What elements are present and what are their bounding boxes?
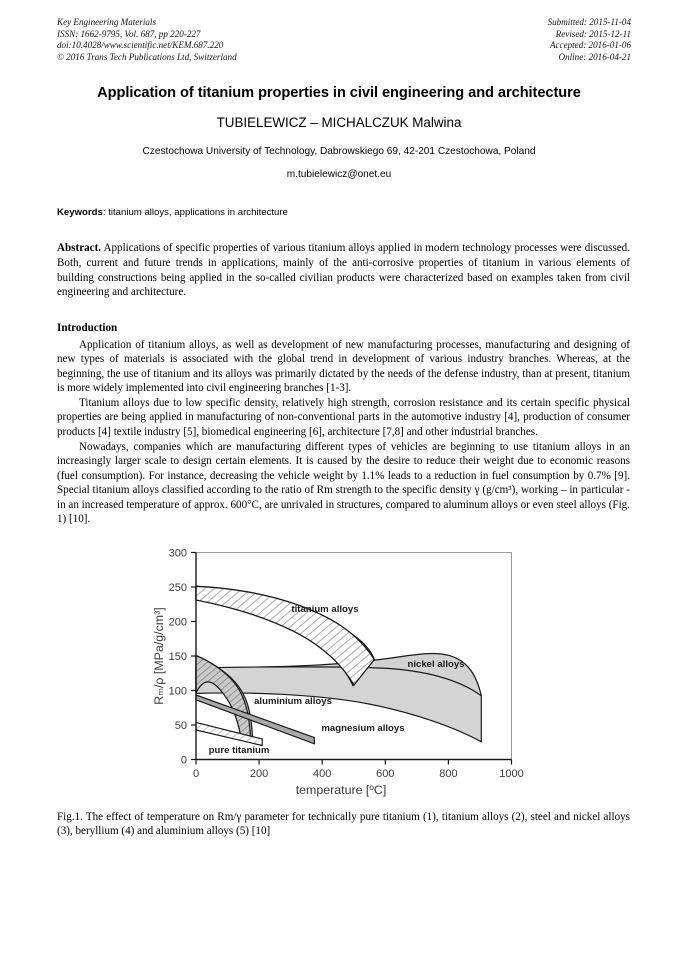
x-tick-600: 600 — [376, 767, 395, 780]
page-title: Application of titanium properties in civil engineering and architecture — [97, 85, 581, 102]
y-tick-50: 50 — [174, 719, 187, 732]
author-list: TUBIELEWICZ – MICHALCZUK Malwina — [216, 115, 462, 131]
figure-1-caption: Fig.1. The effect of temperature on Rm/γ parameter for technically pure titanium (1), titanium alloys (2), steel and nickel alloys (3), beryllium (4) and aluminium alloys (5) [10] — [57, 810, 630, 838]
masthead-right-block — [548, 17, 631, 63]
keywords-value: : titanium alloys, applications in architecture — [102, 207, 288, 219]
x-axis-tick-labels — [193, 768, 524, 780]
x-axis-ticks — [196, 759, 512, 764]
y-axis-title: Rₘ/ρ [MPa/g/cm³] — [152, 607, 166, 705]
paragraph-1: Application of titanium alloys, as well as development of new manufacturing processes, manufacturing and designing of new types of materials is associated with the global trend in development of various industry branches. Whereas, at the beginning, the use of titanium and its alloys was primarily dictated by the needs of the defense industry, than at present, titanium is more widely implemented into civil engineering branches [1-3]. — [57, 338, 630, 395]
paragraph-2: Titanium alloys due to low specific density, relatively high strength, corrosion resistance and its certain specific physical properties are being applied in manufacturing of non-conventional parts in the automotive industry [4], production of consumer products [4] textile industry [5], biomedical engineering [6], architecture [7,8] and other industrial branches. — [57, 396, 630, 439]
series-label-pure-titanium: pure titanium — [208, 744, 270, 756]
x-axis-title: temperature [ºC] — [295, 782, 387, 797]
section-heading-introduction: Introduction — [57, 321, 118, 334]
y-tick-100: 100 — [168, 685, 187, 698]
y-axis-tick-labels — [169, 547, 187, 766]
author-email: m.tubielewicz@onet.eu — [286, 169, 392, 181]
x-tick-400: 400 — [313, 767, 332, 780]
date-revised: Revised: 2015-12-11 — [555, 28, 631, 39]
series-label-magnesium-alloys: magnesium alloys — [321, 722, 405, 734]
paragraph-3: Nowadays, companies which are manufacturing different types of vehicles are beginning to use titanium alloys in an increasingly larger scale to design certain elements. It is caused by the desire to reduce their weight due to economic reasons (fuel consumption). For instance, decreasing the vehicle weight by 1.1% leads to a reduction in fuel consumption by 0.7% [9]. Special titanium alloys classified according to the ratio of Rm strength to the specific density γ (g/cm³), working – in particular - in an increased temperature of approx. 600°C, are unrivaled in structures, compared to aluminum alloys or even steel alloys (Fig. 1) [10]. — [57, 440, 630, 526]
series-label-titanium-alloys: titanium alloys — [291, 603, 359, 615]
journal-doi: doi:10.4028/www.scientific.net/KEM.687.220 — [57, 40, 224, 51]
journal-masthead — [0, 0, 678, 63]
abstract-block — [57, 241, 630, 299]
figure-1-chart — [149, 541, 529, 797]
masthead-left-block — [57, 17, 237, 63]
journal-copyright: © 2016 Trans Tech Publications Ltd, Switzerland — [57, 51, 237, 62]
figure-1 — [0, 541, 678, 797]
abstract-label: Abstract. — [57, 242, 102, 255]
y-tick-250: 250 — [168, 581, 187, 594]
date-submitted: Submitted: 2015-11-04 — [547, 17, 631, 27]
y-tick-300: 300 — [168, 547, 187, 560]
x-tick-0: 0 — [192, 767, 200, 780]
y-tick-200: 200 — [168, 616, 187, 629]
series-label-aluminium-alloys: aluminium alloys — [254, 695, 332, 707]
y-axis-ticks — [191, 552, 196, 759]
y-tick-150: 150 — [168, 650, 187, 663]
journal-name: Key Engineering Materials — [57, 17, 157, 27]
date-accepted: Accepted: 2016-01-06 — [549, 40, 631, 51]
article-body — [57, 207, 630, 526]
journal-issn-volume: ISSN: 1662-9795, Vol. 687, pp 220-227 — [57, 28, 201, 39]
x-tick-1000: 1000 — [499, 767, 524, 780]
y-tick-0: 0 — [180, 754, 187, 767]
series-label-nickel-alloys: nickel alloys — [407, 658, 465, 670]
abstract-text: Applications of specific properties of various titanium alloys applied in modern technology processes were discussed. Both, current and future trends in applications, mainly of the anti-corrosive properties of titanium in various elements of building constructions being applied in the so-called civilian products were characterized based on examples taken from civil engineering and architecture. — [57, 242, 630, 299]
x-tick-200: 200 — [249, 767, 269, 780]
author-affiliation: Czestochowa University of Technology, Dabrowskiego 69, 42-201 Czestochowa, Poland — [142, 146, 536, 158]
keywords-line — [57, 207, 630, 218]
date-online: Online: 2016-04-21 — [558, 51, 631, 62]
keywords-label: Keywords — [57, 207, 103, 219]
x-tick-800: 800 — [439, 767, 458, 780]
